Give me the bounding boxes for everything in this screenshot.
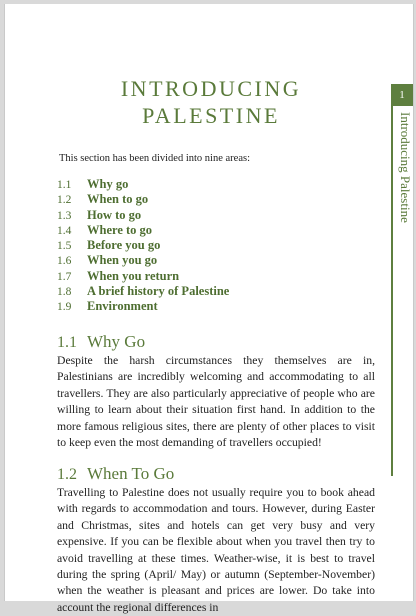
toc-item-label: Before you go	[87, 238, 161, 253]
toc-item-label: A brief history of Palestine	[87, 284, 230, 299]
section-intro-text: This section has been divided into nine areas:	[59, 153, 250, 164]
section-number: 1.2	[57, 466, 77, 483]
toc-item-label: Where to go	[87, 222, 153, 237]
toc-item-number: 1.2	[57, 194, 72, 207]
table-of-contents	[57, 176, 229, 314]
section-body-when-to-go: Travelling to Palestine does not usually require you to book ahead with regards to accommodation and tours. However, during Easter and Christmas, sites and hotels can get very busy and very expensive. If you can be flexible about when you travel then try to avoid travelling at these times. Weather-wise, it is best to travel during the spring (April/ May) or autumn (September-November) when the weather is pleasant and prices are lower. Do take into account the regional differences in	[57, 486, 375, 614]
toc-item-number: 1.7	[57, 270, 72, 283]
chapter-tab-label: Introducing Palestine	[398, 112, 413, 223]
chapter-number-badge: 1	[391, 84, 413, 106]
chapter-title-line-1: INTRODUCING	[120, 76, 302, 101]
toc-item[interactable]	[57, 222, 229, 237]
toc-item[interactable]	[57, 207, 229, 222]
chapter-side-tab	[391, 84, 413, 474]
toc-item-number: 1.3	[57, 209, 72, 222]
toc-item-label: When you return	[87, 268, 180, 283]
toc-item[interactable]	[57, 237, 229, 252]
toc-item-label: When you go	[87, 253, 158, 268]
toc-item[interactable]	[57, 268, 229, 283]
section-title: Why Go	[87, 332, 146, 351]
toc-item[interactable]	[57, 283, 229, 298]
toc-item-label: Why go	[87, 177, 129, 191]
toc-item-label: Environment	[87, 299, 158, 314]
section-heading-when-to-go	[57, 464, 174, 484]
toc-item[interactable]	[57, 252, 229, 267]
toc-item-number: 1.1	[57, 179, 72, 191]
toc-item[interactable]	[57, 176, 229, 191]
toc-item-number: 1.4	[57, 224, 72, 237]
section-body-why-go: Despite the harsh circumstances they themselves are in, Palestinians are incredibly welcoming and accommodating to all travellers. They are also particularly appreciative of people who are willing to learn about their situation first hand. In addition to the more famous religious sites, there are plenty of other places to visit to keep even the most demanding of travellers occupied!	[57, 354, 375, 450]
section-heading-why-go	[57, 332, 145, 352]
chapter-tab-divider	[391, 106, 393, 476]
toc-item[interactable]	[57, 191, 229, 206]
chapter-title	[45, 75, 377, 129]
toc-item-number: 1.5	[57, 240, 72, 253]
chapter-title-line-2: PALESTINE	[142, 103, 280, 128]
toc-item-number: 1.9	[57, 301, 72, 314]
toc-item-number: 1.6	[57, 255, 72, 268]
toc-item-label: When to go	[87, 192, 149, 207]
toc-item-number: 1.8	[57, 286, 72, 299]
toc-item-label: How to go	[87, 207, 142, 222]
section-title: When To Go	[87, 464, 175, 483]
section-number: 1.1	[57, 334, 77, 351]
book-page	[4, 4, 414, 614]
toc-item[interactable]	[57, 298, 229, 313]
